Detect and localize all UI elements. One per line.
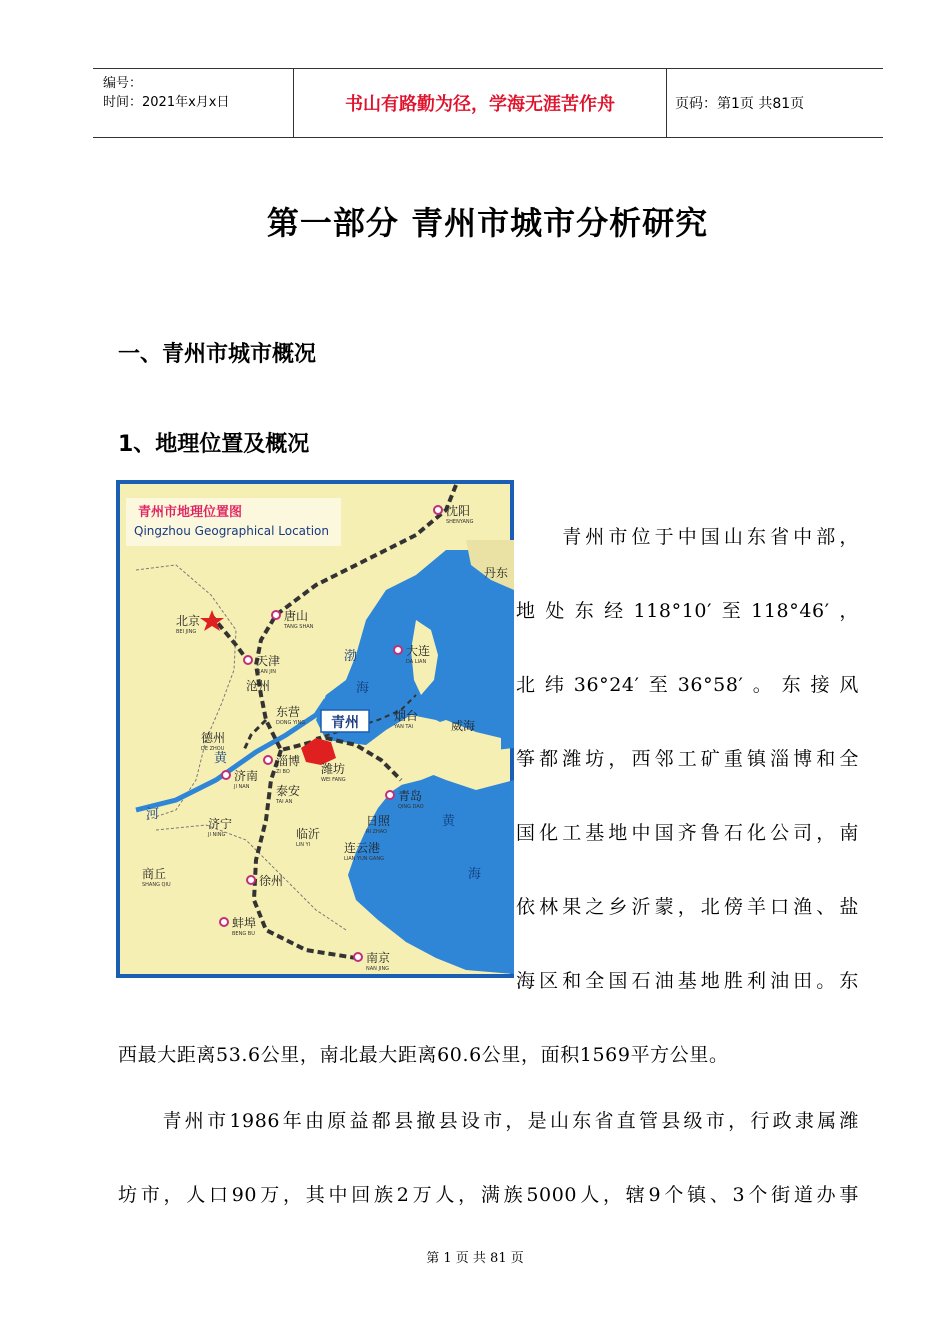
time-label: 时间：2021年x月x日 [103,95,230,110]
paragraph-line: 依林果之乡沂蒙，北傍羊口渔、盐 [516,896,859,918]
city-label: 潍坊 [321,762,346,776]
paragraph-line: 青州市1986年由原益都县撤县设市，是山东省直管县级市，行政隶属潍 [118,1110,859,1132]
city-label: 威海 [451,719,476,733]
paragraph-line: 坊市，人口90万，其中回族2万人，满族5000人，辖9个镇、3个街道办事 [118,1184,859,1206]
water-label: 黄 [442,814,456,829]
water-label: 海 [356,681,370,696]
city-label: 沧州 [246,679,271,693]
river-label: 黄 [214,751,228,766]
city-pinyin-label: DONG YING [276,720,306,726]
city-label: 泰安 [276,784,301,798]
page-footer: 第 1 页 共 81 页 [426,1251,524,1266]
header-meta-cell [93,69,294,137]
city-label: 济宁 [208,817,233,831]
city-marker-icon [354,953,362,961]
city-marker-icon [222,771,230,779]
city-pinyin-label: BENG BU [232,931,255,937]
city-pinyin-label: SHANG QIU [142,882,171,888]
city-label: 青岛 [398,789,423,803]
city-pinyin-label: YAN TAI [394,724,413,730]
paragraph-line: 青州市位于中国山东省中部， [516,526,859,548]
city-pinyin-label: TAI AN [276,799,293,805]
qingzhou-callout: 青州 [331,715,359,731]
city-label: 德州 [201,731,226,745]
number-label: 编号： [103,76,143,91]
city-pinyin-label: TIAN JIN [256,669,276,675]
map-title-en: Qingzhou Geographical Location [134,524,330,538]
page-header [93,68,883,138]
section-heading: 一、青州市城市概况 [118,342,317,367]
river-label: 河 [146,807,160,822]
city-marker-icon [244,656,252,664]
city-pinyin-label: LIAN YUN GANG [344,856,384,862]
city-pinyin-label: SHENYANG [446,519,474,525]
city-label: 日照 [366,814,391,828]
city-pinyin-label: ZI BO [276,769,290,775]
city-pinyin-label: JI NING [208,832,226,838]
city-label: 东营 [276,705,301,719]
city-label: 连云港 [344,841,381,855]
paragraph-line: 海区和全国石油基地胜利油田。东 [516,970,859,992]
city-pinyin-label: NAN JING [366,966,390,972]
city-marker-icon [386,791,394,799]
city-pinyin-label: DA LIAN [406,659,427,665]
city-pinyin-label: DE ZHOU [201,746,225,752]
page-number-label: 页码：第1页 共81页 [675,96,805,112]
city-label: 大连 [406,644,431,658]
city-label: 天津 [256,654,281,668]
city-marker-icon [394,646,402,654]
city-label: 淄博 [276,754,301,768]
header-motto-cell [294,69,667,137]
city-pinyin-label: RI ZHAO [366,829,387,835]
city-marker-icon [434,506,442,514]
paragraph-line: 筝都潍坊，西邻工矿重镇淄博和全 [516,748,859,770]
water-label: 海 [468,867,482,882]
city-marker-icon [247,876,255,884]
city-label: 沈阳 [446,504,471,518]
city-marker-icon [272,611,280,619]
city-pinyin-label: QING DAO [398,804,424,810]
city-label: 唐山 [284,609,309,623]
water-label: 渤 [344,649,358,664]
city-pinyin-label: WEI FANG [321,777,346,783]
paragraph-line: 西最大距离53.6公里，南北最大距离60.6公里，面积1569平方公里。 [118,1044,729,1066]
city-label: 济南 [234,769,259,783]
motto-text: 书山有路勤为径，学海无涯苦作舟 [345,94,615,115]
city-label: 徐州 [259,874,284,888]
city-label: 南京 [366,951,391,965]
qingzhou-location-map [116,480,514,978]
subsection-heading: 1、地理位置及概况 [118,432,310,457]
city-pinyin-label: BEI JING [176,629,197,635]
city-marker-icon [264,756,272,764]
city-label: 烟台 [394,709,419,723]
paragraph-line: 国化工基地中国齐鲁石化公司，南 [516,822,859,844]
city-pinyin-label: JI NAN [234,784,250,790]
city-label: 蚌埠 [232,916,257,930]
city-pinyin-label: LIN YI [296,842,311,848]
map-title-cn: 青州市地理位置图 [138,505,243,520]
document-title: 第一部分 青州市城市分析研究 [266,204,709,242]
paragraph-line: 地处东经118°10′至118°46′， [516,600,859,622]
city-marker-icon [220,918,228,926]
city-label: 商丘 [142,867,167,881]
city-label: 北京 [176,614,201,628]
city-label: 临沂 [296,827,321,841]
paragraph-line: 北纬36°24′至36°58′。东接风 [516,674,859,696]
city-pinyin-label: TANG SHAN [284,624,314,630]
city-label: 丹东 [484,566,509,580]
